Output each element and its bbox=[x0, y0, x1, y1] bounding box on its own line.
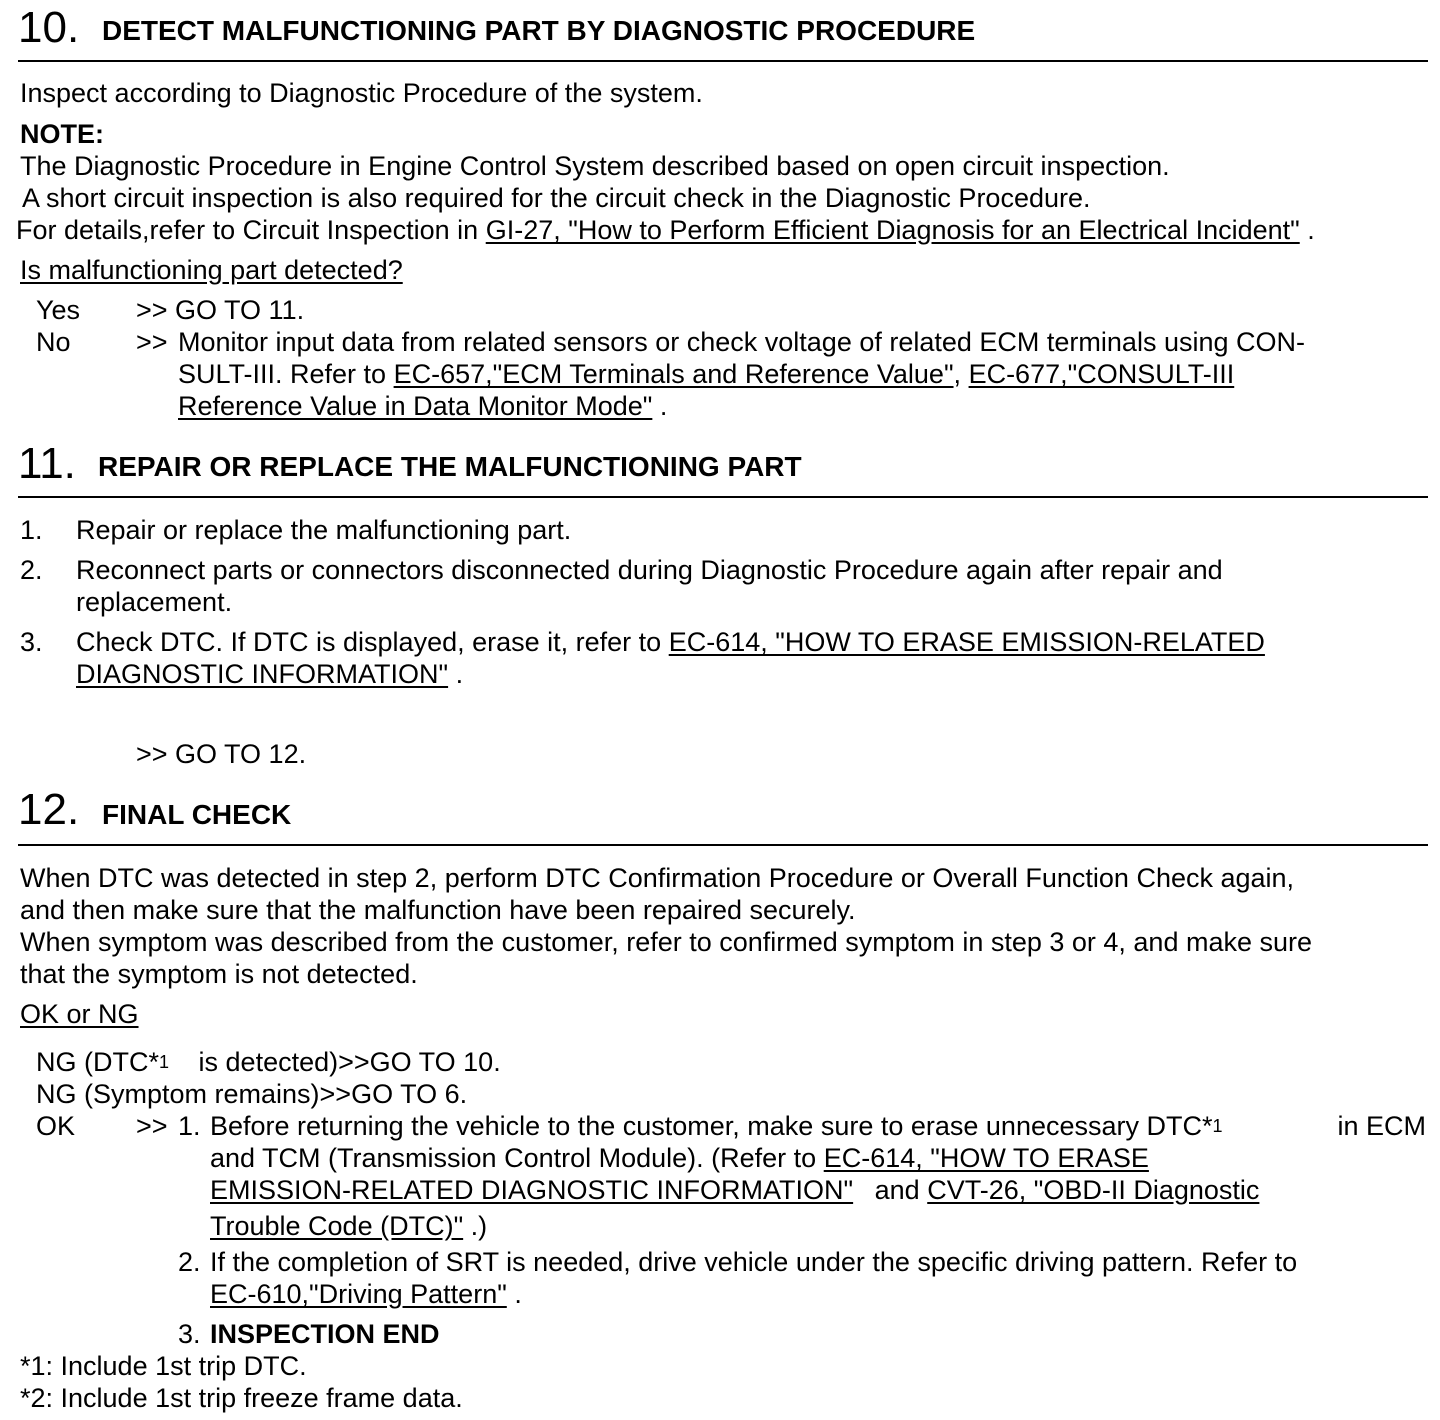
footnote-1: *1: Include 1st trip DTC. bbox=[20, 1351, 307, 1381]
step-11-number: 11. bbox=[18, 439, 76, 488]
ok-step-1-end: .) bbox=[470, 1211, 488, 1241]
ec-677-link-part2[interactable]: Reference Value in Data Monitor Mode" bbox=[178, 391, 653, 421]
ok-step-1-line-1 bbox=[210, 1110, 1426, 1142]
cvt-26-link-part1[interactable]: CVT-26, "OBD-II Diagnostic bbox=[927, 1175, 1260, 1205]
ec-614-link-part2[interactable]: DIAGNOSTIC INFORMATION" bbox=[76, 659, 449, 689]
list-item-1-text: Repair or replace the malfunctioning part. bbox=[76, 515, 572, 545]
footnote-2: *2: Include 1st trip freeze frame data. bbox=[20, 1383, 463, 1413]
step-10-question: Is malfunctioning part detected? bbox=[20, 255, 403, 285]
gi-27-link[interactable]: GI-27, "How to Perform Efficient Diagnosis for an Electrical Incident" bbox=[485, 215, 1300, 245]
para-1-line-2: and then make sure that the malfunction have been repaired securely. bbox=[20, 895, 856, 925]
list-item-2-line-1: Reconnect parts or connectors disconnected during Diagnostic Procedure again after repair and bbox=[76, 555, 1223, 585]
ok-step-2-line-1: If the completion of SRT is needed, drive vehicle under the specific driving pattern. Refer to bbox=[210, 1247, 1298, 1277]
step-11-title: REPAIR OR REPLACE THE MALFUNCTIONING PART bbox=[98, 451, 802, 482]
para-2-line-1: When symptom was described from the customer, refer to confirmed symptom in step 3 or 4, and make sure bbox=[20, 927, 1313, 957]
list-item-1-number: 1. bbox=[20, 515, 43, 545]
ok-step-1-and: and bbox=[874, 1175, 920, 1205]
ec-610-link[interactable]: EC-610,"Driving Pattern" bbox=[210, 1279, 507, 1309]
step-12-number: 12. bbox=[18, 785, 80, 834]
step-10-number: 10. bbox=[18, 3, 80, 52]
inspection-end: INSPECTION END bbox=[210, 1319, 440, 1349]
ok-step-2-line-2 bbox=[210, 1278, 522, 1310]
no-action-refer: SULT-III. Refer to bbox=[178, 359, 387, 389]
no-action-separator: , bbox=[953, 359, 962, 389]
ok-step-1-line-4 bbox=[210, 1210, 487, 1242]
ok-label: OK bbox=[36, 1111, 76, 1141]
step-11-divider bbox=[18, 496, 1428, 498]
step-12-divider bbox=[18, 844, 1428, 846]
list-item-2-line-2: replacement. bbox=[76, 587, 233, 617]
yes-label: Yes bbox=[36, 295, 81, 325]
ok-step-1-line-3 bbox=[210, 1174, 1259, 1206]
note-line-3 bbox=[16, 214, 1315, 246]
ec-657-link[interactable]: EC-657,"ECM Terminals and Reference Value" bbox=[393, 359, 954, 389]
ok-step-1-number: 1. bbox=[178, 1111, 201, 1141]
no-arrow: >> bbox=[136, 327, 168, 357]
ok-arrow: >> bbox=[136, 1111, 168, 1141]
no-action-line-3 bbox=[178, 390, 667, 422]
no-action-end: . bbox=[659, 391, 668, 421]
note-label: NOTE: bbox=[20, 119, 104, 149]
ec-614-erase-link-part2[interactable]: EMISSION-RELATED DIAGNOSTIC INFORMATION" bbox=[210, 1175, 854, 1205]
list-item-2-number: 2. bbox=[20, 555, 43, 585]
ok-step-3-number: 3. bbox=[178, 1319, 201, 1349]
list-item-3-number: 3. bbox=[20, 627, 43, 657]
para-2-line-2: that the symptom is not detected. bbox=[20, 959, 418, 989]
step-10-title: DETECT MALFUNCTIONING PART BY DIAGNOSTIC PROCEDURE bbox=[102, 15, 976, 46]
step-10-intro: Inspect according to Diagnostic Procedure of the system. bbox=[20, 78, 703, 108]
ng-dtc-action: is detected)>>GO TO 10. bbox=[198, 1047, 501, 1077]
ok-step-2-end: . bbox=[514, 1279, 522, 1309]
ng-dtc-line bbox=[36, 1046, 501, 1078]
yes-action: >> GO TO 11. bbox=[136, 295, 305, 325]
ok-step-1-text-end: in ECM bbox=[1337, 1111, 1426, 1141]
list-item-3-line-2 bbox=[76, 658, 463, 690]
ok-step-2-number: 2. bbox=[178, 1247, 201, 1277]
para-1-line-1: When DTC was detected in step 2, perform DTC Confirmation Procedure or Overall Function Check again, bbox=[20, 863, 1295, 893]
no-action-line-1: Monitor input data from related sensors or check voltage of related ECM terminals using CON- bbox=[178, 327, 1305, 357]
ng-dtc-label: NG (DTC* bbox=[36, 1047, 159, 1077]
ok-step-1-text: Before returning the vehicle to the customer, make sure to erase unnecessary DTC* bbox=[210, 1111, 1213, 1141]
list-item-3-end: . bbox=[455, 659, 464, 689]
step-12-title: FINAL CHECK bbox=[102, 799, 292, 830]
note-line-3-end: . bbox=[1307, 215, 1315, 245]
step-12-question: OK or NG bbox=[20, 999, 139, 1029]
note-line-1: The Diagnostic Procedure in Engine Control System described based on open circuit inspection. bbox=[20, 151, 1170, 181]
note-line-3-text: For details,refer to Circuit Inspection in bbox=[16, 215, 479, 245]
no-action-line-2 bbox=[178, 358, 1234, 390]
list-item-3-line-1 bbox=[76, 626, 1426, 658]
ok-step-1-refer: and TCM (Transmission Control Module). (Refer to bbox=[210, 1143, 817, 1173]
ok-step-1-footnote-mark: 1 bbox=[1212, 1116, 1223, 1136]
ng-symptom-line: NG (Symptom remains)>>GO TO 6. bbox=[36, 1079, 468, 1109]
cvt-26-link-part2[interactable]: Trouble Code (DTC)" bbox=[210, 1211, 464, 1241]
note-line-2: A short circuit inspection is also required for the circuit check in the Diagnostic Procedure. bbox=[22, 183, 1091, 213]
ec-677-link-part1[interactable]: EC-677,"CONSULT-III bbox=[968, 359, 1235, 389]
ok-step-1-line-2 bbox=[210, 1142, 1149, 1174]
step-11-goto: >> GO TO 12. bbox=[136, 739, 307, 769]
ec-614-link-part1[interactable]: EC-614, "HOW TO ERASE EMISSION-RELATED bbox=[668, 627, 1265, 657]
ng-dtc-footnote-mark: 1 bbox=[159, 1052, 170, 1072]
ec-614-erase-link-part1[interactable]: EC-614, "HOW TO ERASE bbox=[823, 1143, 1149, 1173]
list-item-3-text: Check DTC. If DTC is displayed, erase it, refer to bbox=[76, 627, 662, 657]
no-label: No bbox=[36, 327, 71, 357]
step-10-divider bbox=[18, 60, 1428, 62]
